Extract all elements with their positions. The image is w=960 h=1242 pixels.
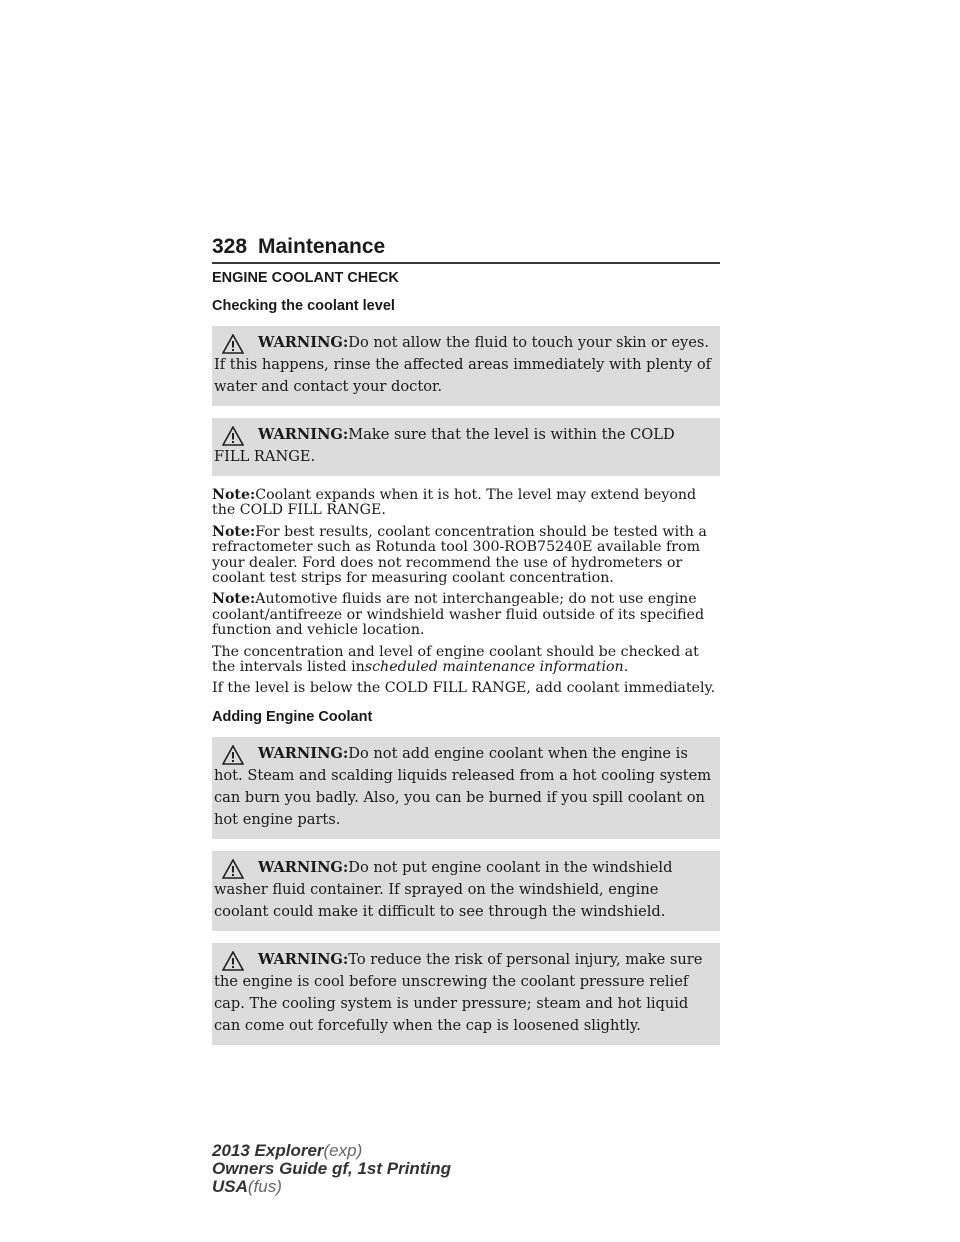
- warning-label: WARNING:: [258, 426, 349, 443]
- page-header: [212, 228, 720, 264]
- note-paragraph: [212, 592, 720, 638]
- interval-text: The concentration and level of engine coolant should be checked at the intervals listed in: [212, 643, 699, 676]
- warning-label: WARNING:: [258, 950, 349, 968]
- note-text: Coolant expands when it is hot. The level may extend beyond the COLD FILL RANGE.: [212, 487, 697, 519]
- warning-text: Do not put engine coolant in the windshield washer fluid container. If sprayed on the windshield, engine coolant could make it difficult to see through the windshield.: [214, 858, 673, 920]
- footer-guide: Owners Guide gf, 1st Printing: [212, 1159, 451, 1178]
- subheading-adding: Adding Engine Coolant: [212, 708, 373, 725]
- interval-paragraph: The concentration and level of engine coolant should be checked at the intervals listed inscheduled maintenance information.: [212, 643, 699, 676]
- below-level-paragraph: If the level is below the COLD FILL RANGE, add coolant immediately.: [212, 680, 716, 697]
- footer-line-market: [212, 1178, 720, 1196]
- warning-box: [212, 943, 720, 1045]
- subheading-checking: Checking the coolant level: [212, 298, 395, 314]
- warning-triangle-icon: [222, 745, 244, 765]
- note-label: Note:: [212, 523, 256, 540]
- warning-box: [212, 737, 720, 839]
- warning-text: Make sure that the level is within the COLD FILL RANGE.: [214, 426, 675, 465]
- footer-line-model: [212, 1142, 720, 1160]
- warning-triangle-icon: [222, 859, 244, 879]
- footer-model-code: (exp): [323, 1141, 363, 1160]
- warning-label: WARNING:: [258, 744, 349, 762]
- page-content: [212, 270, 720, 1057]
- note-paragraph: [212, 488, 720, 519]
- warning-triangle-icon: [222, 426, 244, 446]
- warning-box: [212, 326, 720, 406]
- warning-triangle-icon: [222, 334, 244, 354]
- footer-market: USA: [212, 1177, 248, 1196]
- note-paragraph: [212, 525, 720, 587]
- note-text: For best results, coolant concentration should be tested with a refractometer such as Rotunda tool 300-ROB75240E available from your dealer. Ford does not recommend the use of hydrometers or coolant test strips for measuring coolant concentration.: [212, 523, 707, 587]
- note-text: Automotive fluids are not interchangeable; do not use engine coolant/antifreeze or windshield washer fluid outside of its specified function and vehicle location.: [212, 591, 705, 639]
- footer-line-guide: [212, 1160, 720, 1178]
- warning-box: [212, 418, 720, 476]
- footer-market-code: (fus): [247, 1177, 282, 1196]
- note-label: Note:: [212, 487, 256, 503]
- chapter-title: Maintenance: [258, 235, 386, 258]
- warning-text: To reduce the risk of personal injury, make sure the engine is cool before unscrewing the coolant pressure relief cap. The cooling system is under pressure; steam and hot liquid can come out forcefully when the cap is loosened slightly.: [214, 950, 703, 1034]
- warning-text: Do not allow the fluid to touch your skin or eyes. If this happens, rinse the affected areas immediately with plenty of water and contact your doctor.: [214, 334, 712, 395]
- scheduled-maintenance-link[interactable]: scheduled maintenance information: [364, 659, 624, 676]
- note-label: Note:: [212, 591, 256, 608]
- page-number: 328: [212, 235, 248, 258]
- footer-model: 2013 Explorer: [212, 1141, 324, 1160]
- warning-text: Do not add engine coolant when the engine is hot. Steam and scalding liquids released from a hot cooling system can burn you badly. Also, you can be burned if you spill coolant on hot engine parts.: [214, 744, 712, 828]
- warning-label: WARNING:: [258, 334, 349, 351]
- warning-label: WARNING:: [258, 858, 349, 876]
- warning-box: [212, 851, 720, 931]
- warning-triangle-icon: [222, 951, 244, 971]
- section-title: ENGINE COOLANT CHECK: [212, 270, 399, 286]
- page-footer: [212, 1142, 720, 1196]
